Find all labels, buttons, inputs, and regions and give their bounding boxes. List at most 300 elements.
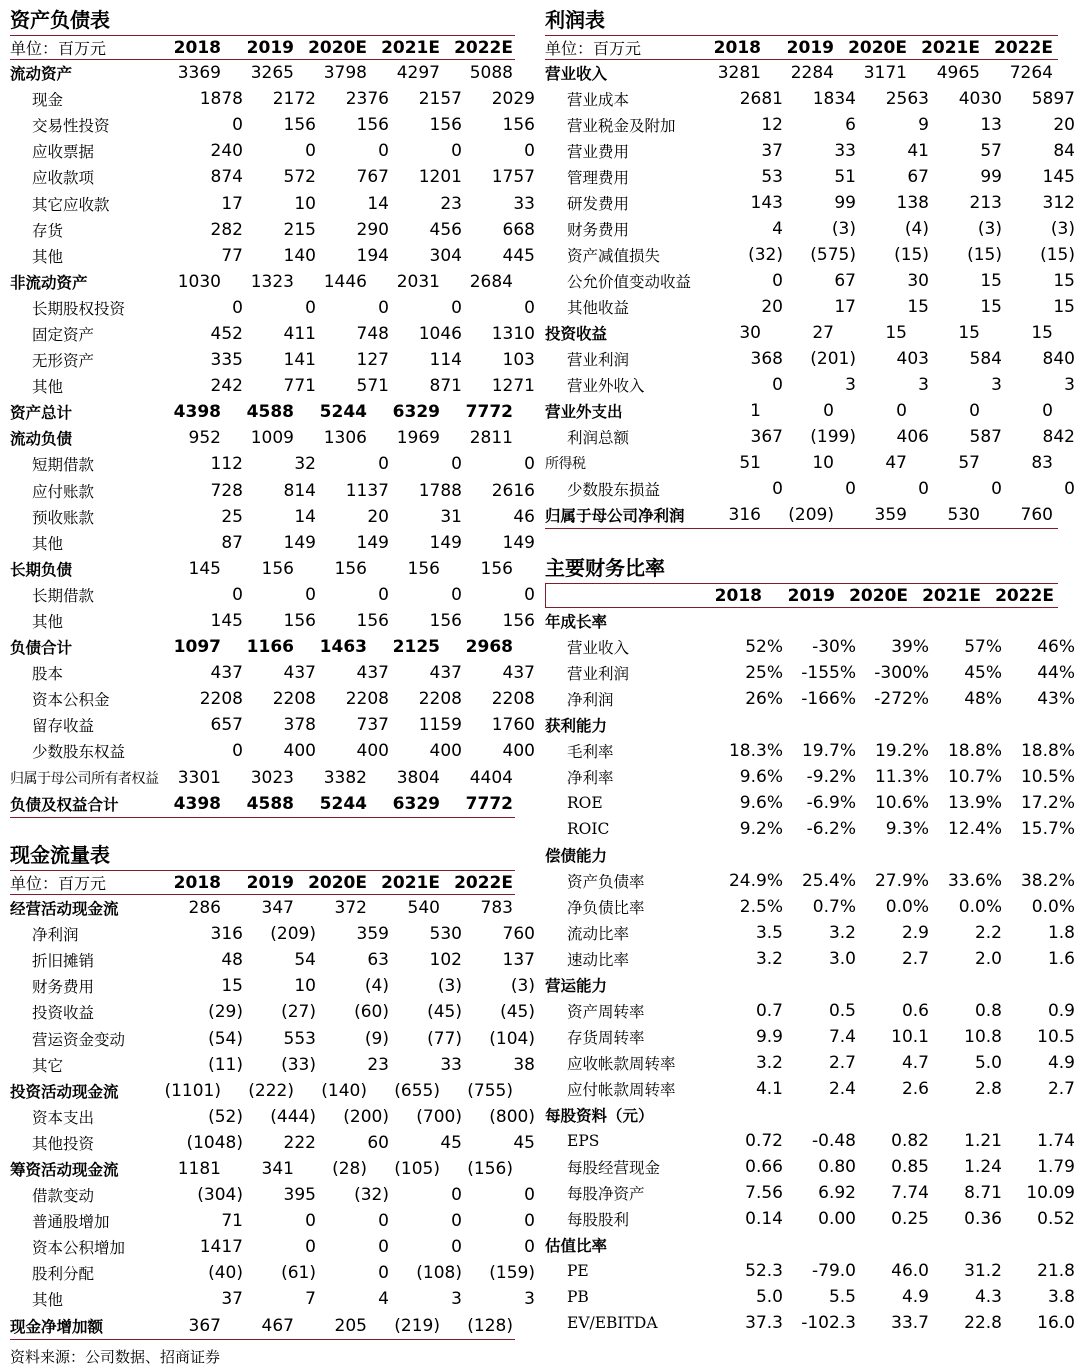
row-value: 760 [502,924,535,945]
row-value: -300% [874,663,929,683]
row-value: 3 [524,1289,535,1310]
row-value: 282 [210,219,243,240]
table-row [10,608,535,634]
row-label: 获利能力 [545,716,608,735]
row-value: 41 [907,141,929,161]
row-value: 2.4 [828,1079,856,1099]
row-value: 1 [750,401,761,421]
row-label: 每股资料（元） [545,1106,654,1125]
row-label: 折旧摊销 [32,952,95,971]
table-row [545,634,1075,660]
row-value: 0 [451,1211,462,1232]
row-value: 2968 [465,637,513,658]
row-label: EPS [567,1132,600,1150]
table-row [545,60,1058,86]
row-value: 0 [524,141,535,162]
row-value: 15 [980,271,1002,291]
row-value: 156 [502,115,535,136]
row-value: 10 [294,193,316,214]
row-label: 净利率 [567,769,614,787]
row-value: 0 [451,141,462,162]
row-value: (655) [394,1080,440,1101]
row-value: 0 [232,741,243,762]
row-value: 1271 [491,376,535,397]
row-value: 2.9 [901,923,929,943]
row-value: 37.3 [745,1313,783,1333]
year-header: 2020E [308,37,367,58]
row-value: (1101) [164,1080,221,1101]
row-value: 27.9% [874,871,929,891]
row-label: 营业收入 [567,639,630,657]
row-value: 2.7 [901,949,929,969]
row-label: 应付账款 [32,482,95,501]
row-value: 367 [188,1315,221,1336]
row-value: 411 [283,323,316,344]
row-label: 其他 [32,1291,64,1310]
row-label: 少数股东损益 [567,481,661,499]
row-value: (128) [467,1315,513,1336]
table-row [10,399,515,425]
table-row [545,868,1075,894]
row-label: 每股股利 [567,1211,630,1229]
table-row [10,791,515,818]
row-value: 359 [874,505,907,525]
row-label: 股本 [32,665,64,684]
row-value: 46.0 [891,1261,929,1281]
row-value: 0.82 [891,1131,929,1151]
table-row [545,424,1075,450]
row-value: 456 [429,219,462,240]
row-value: 2284 [790,63,834,83]
row-value: 156 [334,558,367,579]
row-value: 0 [772,479,783,499]
row-value: 205 [334,1315,367,1336]
row-value: 4.9 [1047,1053,1075,1073]
year-header: 2019 [246,37,294,58]
ratios-header [545,583,1058,608]
row-label: 归属于母公司净利润 [545,506,685,525]
row-value: 2208 [418,689,462,710]
row-value: 52% [745,637,783,657]
table-row [545,1232,1058,1258]
table-row [10,1025,535,1051]
row-value: 1306 [323,428,367,449]
row-value: 156 [502,611,535,632]
row-label: 每股净资产 [567,1185,645,1203]
row-value: 0 [524,584,535,605]
row-value: 1878 [199,89,243,110]
row-value: 156 [356,611,389,632]
table-row [10,190,535,216]
row-value: 2376 [345,89,389,110]
table-row [545,894,1075,920]
row-value: 52.3 [745,1261,783,1281]
row-value: 0.0% [958,897,1002,917]
year-header: 2021E [922,585,981,606]
year-header: 2018 [714,585,762,606]
row-value: 51 [739,453,761,473]
year-header: 2018 [713,37,761,58]
table-row [10,634,515,660]
row-label: 其他投资 [32,1134,95,1153]
row-value: 316 [728,505,761,525]
row-value: 156 [429,611,462,632]
row-value: 15 [958,323,980,343]
income-statement-header [545,35,1058,60]
table-row [545,1284,1075,1310]
row-value: 0.8 [974,1001,1002,1021]
row-value: 10.7% [947,767,1002,787]
row-value: 3.2 [828,923,856,943]
row-value: 3804 [396,767,440,788]
row-value: 0 [524,1211,535,1232]
row-value: (45) [500,1002,535,1023]
row-label: 研发费用 [567,195,630,213]
row-label: 其他 [32,534,64,553]
row-value: 286 [188,898,221,919]
table-row [545,920,1075,946]
row-value: 1323 [250,271,294,292]
row-label: 资产减值损失 [567,247,661,265]
row-value: 657 [210,715,243,736]
row-value: 10.09 [1026,1183,1075,1203]
row-value: 27 [812,323,834,343]
row-label: 长期股权投资 [32,299,126,318]
table-row [545,1310,1075,1336]
row-value: 11.3% [874,767,929,787]
row-label: 其他 [32,378,64,397]
row-label: 筹资活动现金流 [10,1159,119,1179]
row-value: (3) [1050,219,1075,239]
row-value: 2208 [491,689,535,710]
row-value: 771 [283,376,316,397]
row-value: 54 [294,950,316,971]
table-row [545,164,1075,190]
row-label: 年成长率 [545,612,608,631]
row-value: 347 [261,898,294,919]
row-value: 572 [283,167,316,188]
row-value: 1.79 [1037,1157,1075,1177]
row-label: 借款变动 [32,1187,95,1206]
row-value: 15 [980,297,1002,317]
row-value: 48% [964,689,1002,709]
row-value: 0 [451,297,462,318]
row-value: 0 [378,1237,389,1258]
row-value: (33) [281,1054,316,1075]
row-value: (77) [427,1028,462,1049]
year-header: 2021E [381,872,440,893]
row-value: 2.5% [739,897,783,917]
row-value: 737 [356,715,389,736]
row-value: 38 [513,1054,535,1075]
unit-label: 单位：百万元 [10,874,107,893]
row-value: 48 [221,950,243,971]
table-row [10,973,535,999]
row-value: (27) [281,1002,316,1023]
row-value: 4588 [246,402,294,423]
income-statement-panel [545,5,1075,529]
row-value: 0.9 [1047,1001,1075,1021]
row-value: 1760 [491,715,535,736]
row-value: 0 [378,1211,389,1232]
row-value: 156 [429,115,462,136]
row-value: 2.8 [974,1079,1002,1099]
table-row [10,999,535,1025]
row-value: 0 [524,454,535,475]
row-value: 1159 [418,715,462,736]
row-value: 2563 [885,89,929,109]
row-value: 0.14 [745,1209,783,1229]
row-value: (9) [364,1028,389,1049]
row-label: 负债及权益合计 [10,794,119,814]
row-value: 5088 [469,63,513,84]
row-value: 4404 [469,767,513,788]
row-label: PB [567,1288,589,1306]
row-value: 22.8 [964,1313,1002,1333]
row-value: 0.36 [964,1209,1002,1229]
row-value: 15 [1053,271,1075,291]
row-label: 管理费用 [567,169,630,187]
row-value: 587 [969,427,1002,447]
row-value: 33.6% [947,871,1002,891]
table-row [10,60,515,86]
table-row [10,243,535,269]
row-value: (32) [354,1185,389,1206]
row-value: 102 [429,950,462,971]
row-label: 投资收益 [545,324,608,343]
table-row [10,1104,535,1130]
row-label: 净利润 [32,926,79,945]
row-value: 10 [812,453,834,473]
row-value: 1310 [491,323,535,344]
row-value: 4965 [936,63,980,83]
row-value: 2172 [272,89,316,110]
row-value: 7772 [465,793,513,814]
row-value: 0 [305,141,316,162]
row-value: 5.5 [828,1287,856,1307]
row-value: 215 [283,219,316,240]
row-label: 应收款项 [32,169,95,188]
row-value: 1788 [418,480,462,501]
row-label: 经营活动现金流 [10,899,119,919]
row-value: 156 [356,115,389,136]
year-header: 2022E [454,872,513,893]
row-value: 1969 [396,428,440,449]
table-row [545,398,1058,424]
row-label: 存货 [32,221,64,240]
cashflow-header [10,870,515,895]
row-value: 4030 [958,89,1002,109]
row-value: 25% [745,663,783,683]
row-value: 15 [1053,297,1075,317]
table-row [545,738,1075,764]
row-value: 0.85 [891,1157,929,1177]
table-row [545,86,1075,112]
row-value: 0.0% [1031,897,1075,917]
table-row [545,112,1075,138]
row-value: 728 [210,480,243,501]
row-value: 14 [367,193,389,214]
row-value: 0.7% [812,897,856,917]
row-value: 5.0 [974,1053,1002,1073]
table-row [10,269,515,295]
row-value: (156) [467,1158,513,1179]
row-value: 304 [429,245,462,266]
row-value: 0 [845,479,856,499]
row-value: 9.6% [739,793,783,813]
row-value: 359 [356,924,389,945]
row-value: 3023 [250,767,294,788]
row-value: 103 [502,350,535,371]
table-row [10,1130,535,1156]
table-row [10,112,535,138]
table-row [10,947,535,973]
year-header: 2019 [246,872,294,893]
row-value: 46% [1037,637,1075,657]
table-row [545,1102,1058,1128]
row-value: 24.9% [728,871,783,891]
table-row [10,1234,535,1260]
row-value: (755) [467,1080,513,1101]
row-value: 3.0 [828,949,856,969]
row-value: 3.2 [755,1053,783,1073]
row-value: 7772 [465,402,513,423]
row-value: 6329 [392,793,440,814]
row-value: (209) [270,924,316,945]
row-value: (3) [510,976,535,997]
row-value: 32 [294,454,316,475]
row-value: 10.8 [964,1027,1002,1047]
row-value: -272% [874,689,929,709]
row-value: 5.0 [755,1287,783,1307]
row-value: (304) [197,1185,243,1206]
row-value: 0 [232,584,243,605]
row-value: 0 [378,1263,389,1284]
row-value: 0 [451,1237,462,1258]
row-value: 10.1 [891,1027,929,1047]
row-value: (28) [332,1158,367,1179]
source-note: 资料来源：公司数据、招商证券 [10,1348,221,1366]
row-value: 145 [1042,167,1075,187]
table-row [10,582,535,608]
table-row [10,1313,515,1340]
row-value: 368 [750,349,783,369]
row-value: 4398 [173,793,221,814]
row-value: 15 [907,297,929,317]
row-value: 0 [232,297,243,318]
row-value: 437 [356,663,389,684]
row-value: 767 [356,167,389,188]
row-value: 0 [378,454,389,475]
table-row [545,946,1075,972]
row-value: 1757 [491,167,535,188]
row-value: -0.48 [812,1131,856,1151]
row-value: 0 [378,297,389,318]
row-value: 25.4% [801,871,856,891]
ratios-title: 主要财务比率 [545,556,665,580]
row-value: 43% [1037,689,1075,709]
row-value: 7.74 [891,1183,929,1203]
row-value: 10.5% [1020,767,1075,787]
row-value: 213 [969,193,1002,213]
row-value: 77 [221,245,243,266]
table-row [545,686,1075,712]
row-value: 114 [429,350,462,371]
table-row [10,921,535,947]
row-label: 资本支出 [32,1108,95,1127]
row-value: (4) [364,976,389,997]
table-row [10,164,535,190]
row-value: 0 [305,297,316,318]
row-value: 6329 [392,402,440,423]
row-label: 固定资产 [32,325,95,344]
row-value: 530 [429,924,462,945]
row-label: EV/EBITDA [567,1314,658,1332]
row-label: 净负债比率 [567,899,645,917]
row-label: 留存收益 [32,717,95,736]
row-value: 33 [513,193,535,214]
table-row [545,450,1058,476]
row-value: 18.3% [728,741,783,761]
row-value: 4.7 [901,1053,929,1073]
table-row [545,268,1075,294]
row-label: 其他 [32,247,64,266]
row-value: (209) [788,505,834,525]
row-value: (29) [208,1002,243,1023]
row-value: 400 [356,741,389,762]
row-value: 15 [1031,323,1053,343]
row-value: 0 [524,1237,535,1258]
row-value: 0.52 [1037,1209,1075,1229]
table-row [545,1050,1075,1076]
row-value: 12 [761,115,783,135]
row-value: (54) [208,1028,243,1049]
row-value: -79.0 [812,1261,856,1281]
row-label: 营业外收入 [567,377,645,395]
row-label: 公允价值变动收益 [567,273,692,291]
row-label: 普通股增加 [32,1213,110,1232]
row-value: 372 [334,898,367,919]
table-row [545,1076,1075,1102]
row-label: 流动比率 [567,925,630,943]
year-header: 2018 [173,872,221,893]
table-row [10,1208,535,1234]
row-value: 1.21 [964,1131,1002,1151]
balance-sheet-title: 资产负债表 [10,8,110,32]
row-value: 0 [378,141,389,162]
row-value: 145 [188,558,221,579]
table-row [10,86,535,112]
row-value: 1097 [173,637,221,658]
row-value: (140) [321,1080,367,1101]
row-value: 2.7 [828,1053,856,1073]
year-header: 2018 [173,37,221,58]
row-value: 0.6 [901,1001,929,1021]
row-label: 营业收入 [545,64,608,83]
table-row [545,190,1075,216]
row-value: 156 [261,558,294,579]
row-value: 452 [210,323,243,344]
row-value: 87 [221,532,243,553]
row-value: 760 [1020,505,1053,525]
row-value: (15) [1040,245,1075,265]
row-value: 335 [210,350,243,371]
row-value: 9.2% [739,819,783,839]
row-value: 47 [885,453,907,473]
row-value: 37 [761,141,783,161]
row-value: 25 [221,506,243,527]
row-value: 571 [356,376,389,397]
